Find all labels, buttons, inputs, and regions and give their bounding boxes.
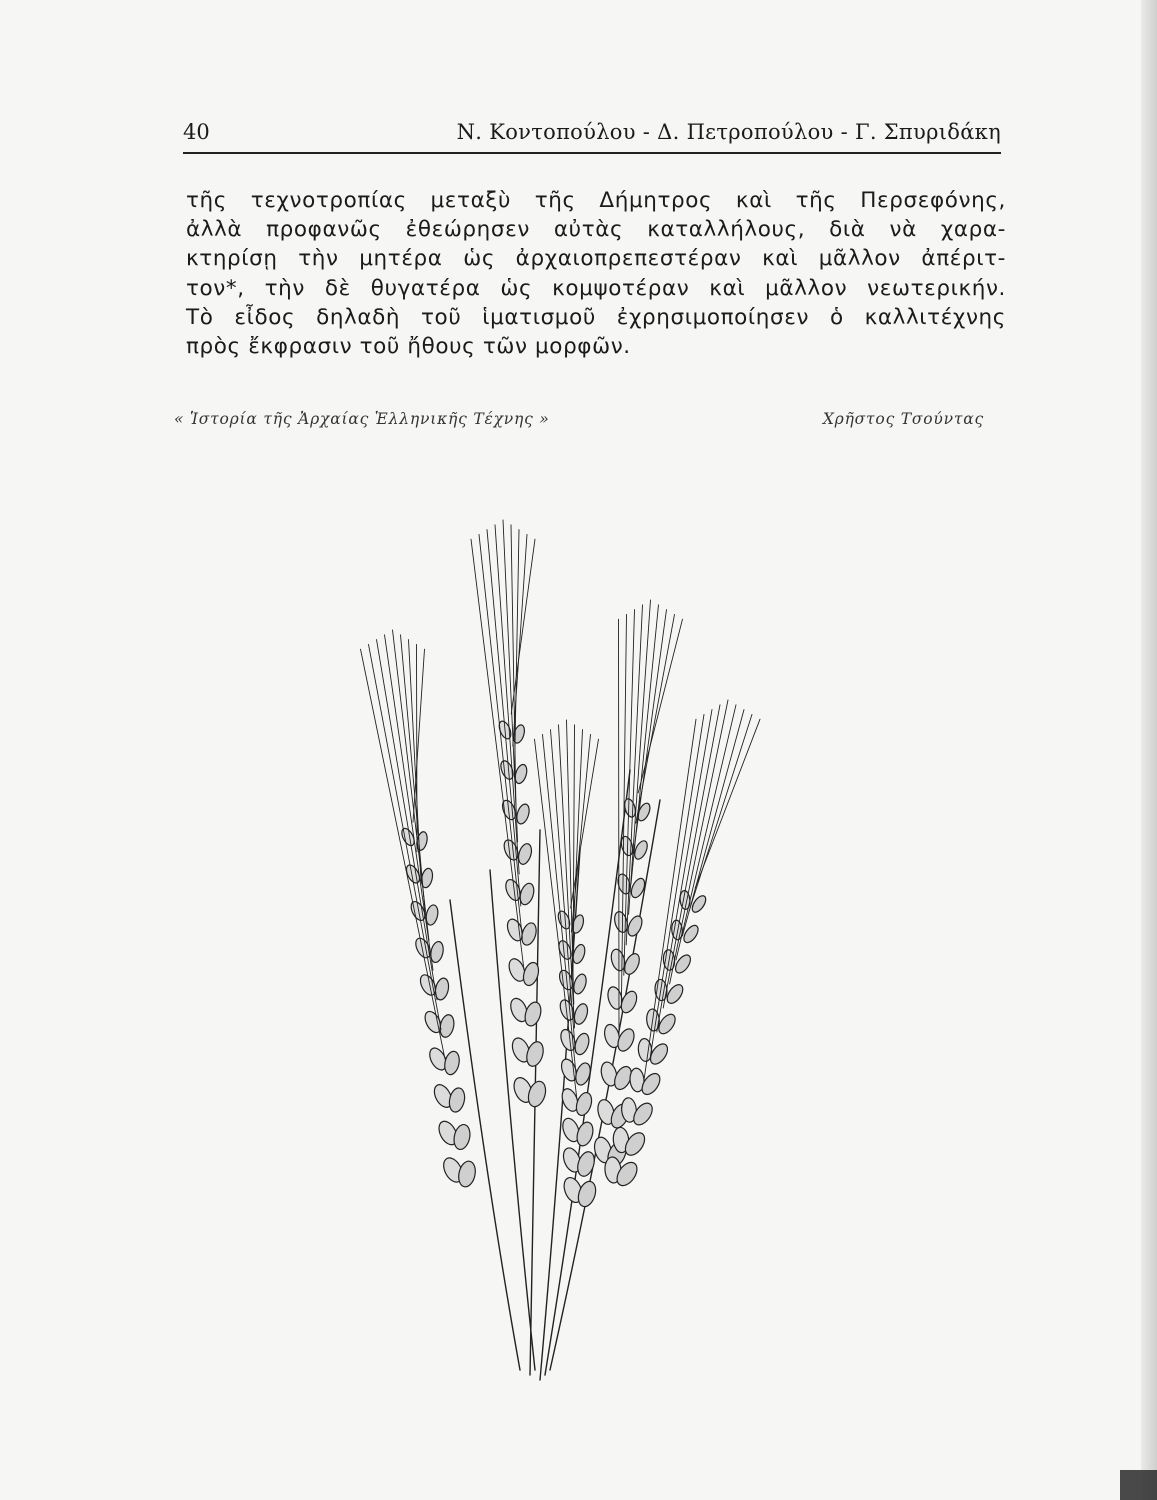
citation-source: « Ἱστορία τῆς Ἀρχαίας Ἑλληνικῆς Τέχνης »: [174, 410, 550, 428]
page-number: 40: [183, 120, 210, 144]
page-header: [183, 118, 1001, 154]
body-line: τῆς τεχνοτροπίας μεταξὺ τῆς Δήμητρος καὶ τῆς Περσεφόνης,: [186, 188, 1006, 213]
body-line: πρὸς ἔκφρασιν τοῦ ἤθους τῶν μορφῶν.: [186, 334, 631, 360]
citation-author: Χρῆστος Τσούντας: [822, 410, 984, 428]
page-edge-shadow: [1141, 0, 1157, 1500]
citation: [174, 410, 984, 436]
body-line: Τὸ εἶδος δηλαδὴ τοῦ ἱματισμοῦ ἐχρησιμοποίησεν ὁ καλλιτέχνης: [186, 304, 1006, 330]
scan-artifact: [1120, 1470, 1157, 1500]
body-paragraph: [186, 186, 1006, 361]
body-line: τον*, τὴν δὲ θυγατέρα ὡς κομψοτέραν καὶ μᾶλλον νεωτερικήν.: [186, 275, 1006, 301]
body-line: ἀλλὰ προφανῶς ἐθεώρησεν αὐτὰς καταλλήλους, διὰ νὰ χαρα-: [186, 217, 1006, 243]
running-head: Ν. Κοντοπούλου - Δ. Πετροπούλου - Γ. Σπυριδάκη: [456, 120, 1001, 144]
body-line: κτηρίσῃ τὴν μητέρα ὡς ἀρχαιοπρεπεστέραν καὶ μᾶλλον ἀπέριτ-: [186, 246, 1006, 272]
wheat-illustration: [340, 470, 840, 1390]
